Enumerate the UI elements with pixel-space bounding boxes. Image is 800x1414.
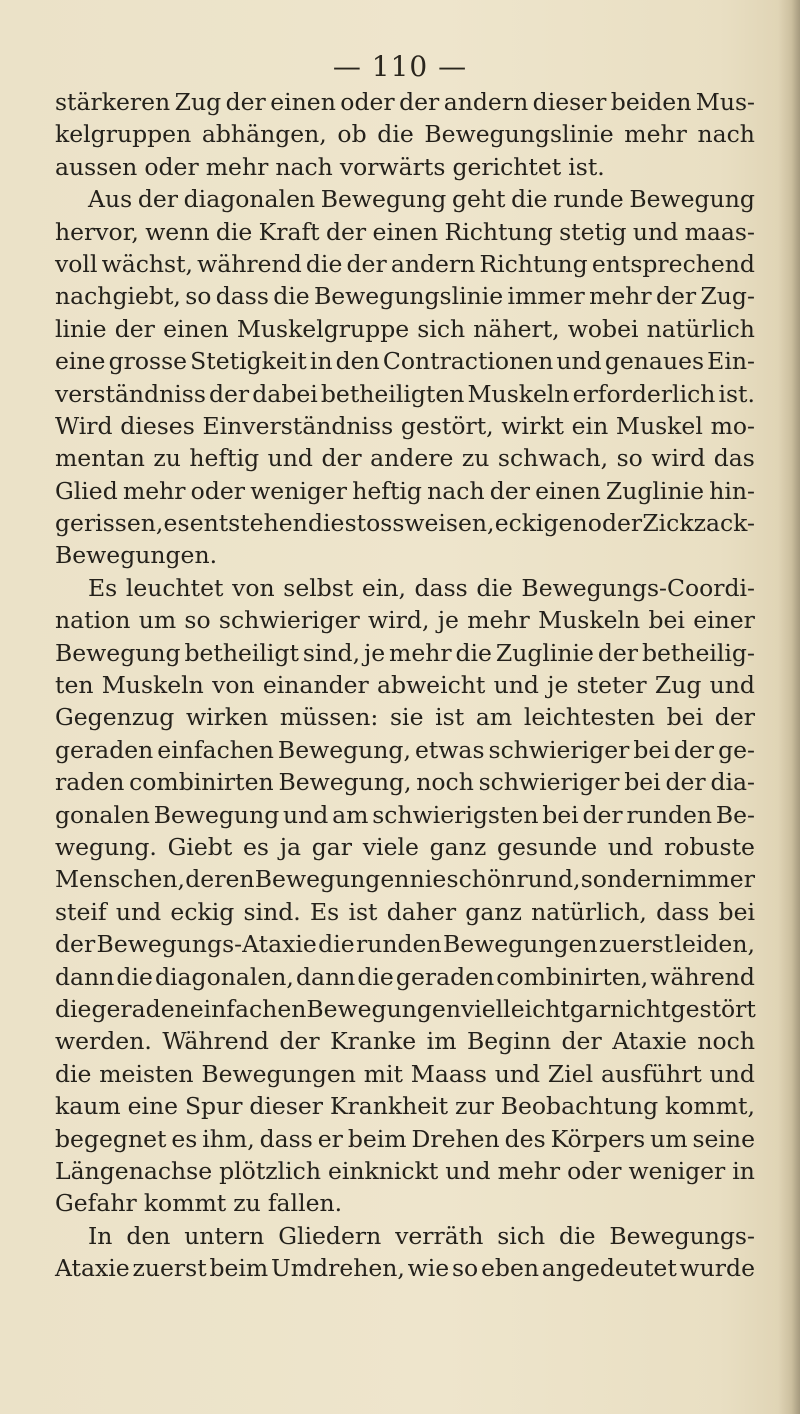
text-line: nation um so schwieriger wird, je mehr Muskeln bei einer bbox=[55, 606, 755, 635]
text-line: In den untern Gliedern verräth sich die Bewegungs- bbox=[88, 1221, 755, 1250]
text-line: aussen oder mehr nach vorwärts gerichtet ist. bbox=[55, 152, 605, 181]
text-line: kelgruppen abhängen, ob die Bewegungslinie mehr nach bbox=[55, 120, 755, 149]
text-line: Glied mehr oder weniger heftig nach der einen Zuglinie hin- bbox=[55, 476, 755, 505]
text-line: gonalen Bewegung und am schwierigsten bei der runden Be- bbox=[55, 800, 755, 829]
text-line: die meisten Bewegungen mit Maass und Ziel ausführt und bbox=[55, 1059, 755, 1088]
text-line: dann die diagonalen, dann die geraden combinirten, während bbox=[55, 962, 755, 991]
text-line: werden. Während der Kranke im Beginn der Ataxie noch bbox=[55, 1027, 755, 1056]
text-line: raden combinirten Bewegung, noch schwieriger bei der dia- bbox=[55, 768, 755, 797]
text-line: eine grosse Stetigkeit in den Contractionen und genaues Ein- bbox=[55, 347, 755, 376]
text-line: steif und eckig sind. Es ist daher ganz natürlich, dass bei bbox=[55, 897, 755, 926]
page-edge-shadow bbox=[778, 0, 800, 1414]
text-line: Gefahr kommt zu fallen. bbox=[55, 1189, 343, 1218]
text-line: voll wächst, während die der andern Richtung entsprechend bbox=[55, 249, 755, 278]
text-line: Gegenzug wirken müssen: sie ist am leichtesten bei der bbox=[55, 703, 755, 732]
text-line: Bewegung betheiligt sind, je mehr die Zuglinie der betheilig- bbox=[55, 638, 755, 667]
text-line: der Bewegungs-Ataxie die runden Bewegungen zuerst leiden, bbox=[55, 930, 755, 959]
text-line: Bewegungen. bbox=[55, 541, 218, 570]
text-line: Ataxie zuerst beim Umdrehen, wie so eben angedeutet wurde bbox=[55, 1254, 755, 1283]
text-line: Aus der diagonalen Bewegung geht die runde Bewegung bbox=[88, 185, 755, 214]
text-line: verständniss der dabei betheiligten Muskeln erforderlich ist. bbox=[55, 379, 755, 408]
text-line: Längenachse plötzlich einknickt und mehr oder weniger in bbox=[55, 1156, 755, 1185]
text-line: Menschen, deren Bewegungen nie schön rund, sondern immer bbox=[55, 865, 755, 894]
body-text bbox=[55, 86, 755, 1284]
text-line: Wird dieses Einverständniss gestört, wirkt ein Muskel mo- bbox=[55, 411, 755, 440]
text-line: hervor, wenn die Kraft der einen Richtung stetig und maas- bbox=[55, 217, 755, 246]
text-line: mentan zu heftig und der andere zu schwach, so wird das bbox=[55, 444, 755, 473]
text-line: linie der einen Muskelgruppe sich nähert, wobei natürlich bbox=[55, 314, 755, 343]
page-number: — 110 — bbox=[332, 50, 468, 83]
text-line: gerissen, es entstehen die stossweisen, eckigen oder Zickzack- bbox=[55, 509, 755, 538]
text-line: wegung. Giebt es ja gar viele ganz gesunde und robuste bbox=[55, 832, 755, 861]
text-line: geraden einfachen Bewegung, etwas schwieriger bei der ge- bbox=[55, 735, 755, 764]
text-line: kaum eine Spur dieser Krankheit zur Beobachtung kommt, bbox=[55, 1092, 755, 1121]
text-line: Es leuchtet von selbst ein, dass die Bewegungs-Coordi- bbox=[88, 573, 755, 602]
text-line: begegnet es ihm, dass er beim Drehen des Körpers um seine bbox=[55, 1124, 755, 1153]
text-line: nachgiebt, so dass die Bewegungslinie immer mehr der Zug- bbox=[55, 282, 755, 311]
text-line: ten Muskeln von einander abweicht und je steter Zug und bbox=[55, 671, 755, 700]
text-line: stärkeren Zug der einen oder der andern dieser beiden Mus- bbox=[55, 88, 755, 116]
text-line: die geraden einfachen Bewegungen vielleicht gar nicht gestört bbox=[55, 994, 756, 1023]
